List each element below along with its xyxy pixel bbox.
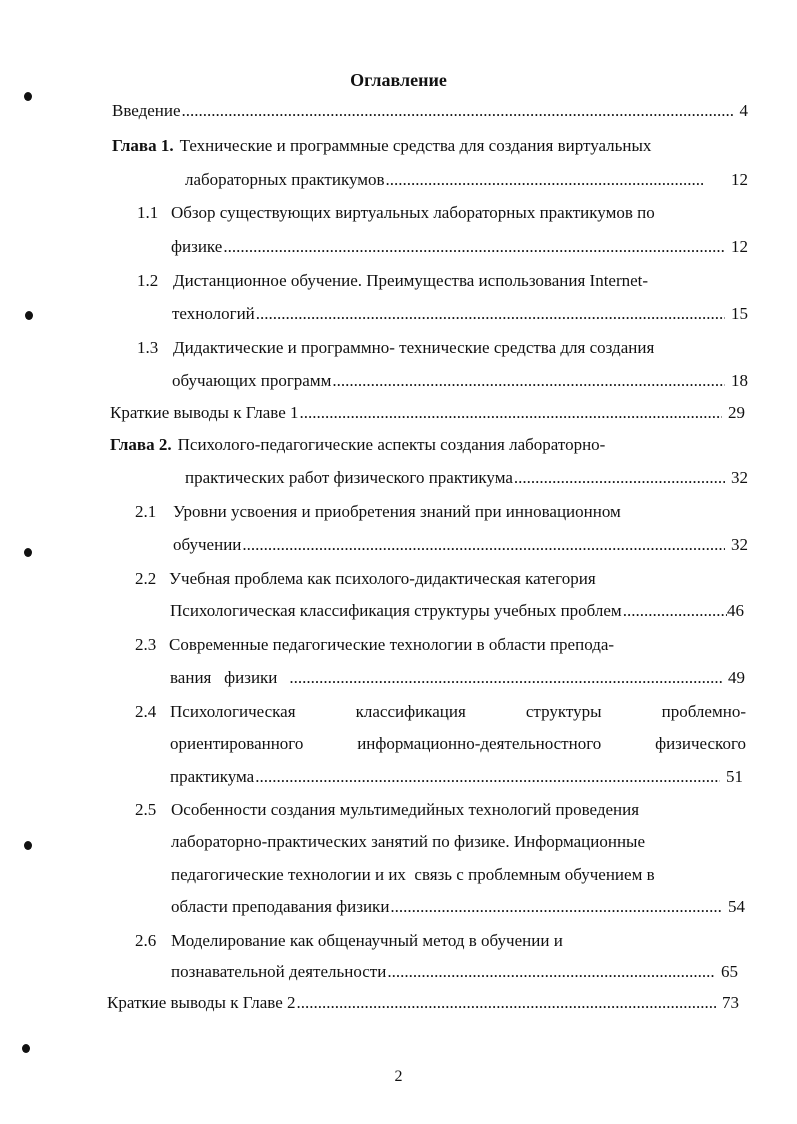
toc-entry-text: педагогические технологии и их связь с проблемным обучением в	[171, 865, 655, 884]
leader-dots	[514, 466, 725, 490]
toc-entry-text: Краткие выводы к Главе 1	[110, 403, 299, 422]
toc-entry-section-2-2-cont[interactable]	[170, 599, 744, 623]
punch-hole-mark	[25, 311, 33, 320]
leader-dots	[387, 960, 715, 984]
section-number: 1.3	[137, 338, 159, 357]
toc-page-number: 29	[728, 403, 745, 422]
toc-entry-section-1-2-cont[interactable]	[172, 302, 748, 326]
section-number: 2.2	[135, 569, 157, 588]
section-number: 2.3	[135, 635, 157, 654]
toc-entry-text: лабораторно-практических занятий по физике. Информационные	[171, 832, 646, 851]
section-number: 2.5	[135, 800, 157, 819]
leader-dots	[223, 235, 725, 259]
toc-entry-introduction[interactable]	[112, 99, 748, 123]
chapter-number: Глава 1.	[112, 136, 174, 155]
toc-entry-text: Дидактические и программно- технические средства для создания	[173, 338, 655, 357]
toc-entry-section-2-4[interactable]	[170, 700, 746, 724]
toc-page-number: 73	[722, 993, 739, 1012]
leader-dots	[386, 168, 703, 192]
toc-entry-text: Учебная проблема как психолого-дидактическая категория	[169, 569, 596, 588]
toc-entry-section-2-4-cont[interactable]	[170, 765, 743, 789]
toc-entry-chapter-1-cont[interactable]	[185, 168, 748, 192]
toc-entry-section-2-1-cont[interactable]	[173, 533, 748, 557]
toc-page-number: 15	[731, 304, 748, 323]
toc-page-number: 32	[731, 468, 748, 487]
toc-entry-section-2-4-number[interactable]	[135, 700, 169, 724]
toc-entry-text: Дистанционное обучение. Преимущества использования Internet-	[173, 271, 649, 290]
page-number: 2	[394, 1068, 403, 1085]
toc-page-number: 51	[726, 767, 743, 786]
toc-entry-word: структуры	[525, 702, 602, 721]
leader-dots	[390, 895, 722, 919]
toc-entry-text: вания физики	[170, 668, 278, 687]
toc-entry-text: области преподавания физики	[171, 897, 390, 916]
toc-entry-text: Обзор существующих виртуальных лабораторных практикумов по	[171, 203, 655, 222]
toc-entry-word: классификация	[355, 702, 466, 721]
toc-page-number: 4	[739, 101, 748, 120]
toc-entry-text: обучающих программ	[172, 371, 332, 390]
leader-dots	[242, 533, 725, 557]
section-number: 1.1	[137, 203, 159, 222]
toc-entry-text: Современные педагогические технологии в области препода-	[169, 635, 615, 654]
toc-entry-text: познавательной деятельности	[171, 962, 387, 981]
section-number: 2.6	[135, 931, 157, 950]
toc-entry-summary-1[interactable]	[110, 401, 745, 425]
toc-entry-section-1-3-cont[interactable]	[172, 369, 748, 393]
toc-page-number: 65	[721, 962, 738, 981]
toc-entry-text: Психолого-педагогические аспекты создания лабораторно-	[177, 435, 606, 454]
section-number: 2.4	[135, 702, 157, 721]
toc-entry-text: Моделирование как общенаучный метод в обучении и	[171, 931, 563, 950]
leader-dots	[289, 666, 722, 690]
toc-entry-summary-2[interactable]	[107, 991, 739, 1015]
toc-entry-text: Уровни усвоения и приобретения знаний при инновационном	[173, 502, 621, 521]
toc-entry-section-2-5-line2[interactable]	[171, 830, 751, 854]
toc-entry-word: ориентированного	[170, 734, 304, 753]
toc-entry-word: физического	[655, 734, 746, 753]
toc-entry-section-1-1[interactable]	[137, 201, 757, 225]
toc-entry-section-2-4-line2[interactable]	[170, 732, 746, 756]
leader-dots	[255, 765, 720, 789]
punch-hole-mark	[24, 92, 32, 101]
toc-entry-word: проблемно-	[661, 702, 746, 721]
leader-dots	[623, 599, 727, 623]
toc-entry-text: Введение	[112, 101, 181, 120]
toc-entry-text: практикума	[170, 767, 255, 786]
toc-entry-text: Краткие выводы к Главе 2	[107, 993, 296, 1012]
toc-entry-chapter-1[interactable]	[112, 134, 752, 158]
toc-entry-section-2-3-cont[interactable]	[170, 666, 745, 690]
toc-entry-text: Психологическая классификация структуры учебных проблем	[170, 601, 622, 620]
toc-entry-text: лабораторных практикумов	[185, 170, 385, 189]
toc-entry-text: Особенности создания мультимедийных технологий проведения	[171, 800, 640, 819]
toc-page-number: 18	[731, 371, 748, 390]
toc-entry-section-2-2[interactable]	[135, 567, 755, 591]
toc-entry-chapter-2[interactable]	[110, 433, 750, 457]
toc-page-number: 12	[731, 170, 748, 189]
toc-entry-chapter-2-cont[interactable]	[185, 466, 748, 490]
toc-entry-word: информационно-деятельностного	[357, 734, 602, 753]
punch-hole-mark	[22, 1044, 30, 1053]
toc-page-number: 46	[727, 601, 744, 620]
toc-title: Оглавление	[350, 70, 447, 90]
leader-dots	[256, 302, 725, 326]
section-number: 1.2	[137, 271, 159, 290]
leader-dots	[300, 401, 722, 425]
leader-dots	[182, 99, 734, 123]
toc-page-number: 54	[728, 897, 745, 916]
toc-entry-section-1-1-cont[interactable]	[171, 235, 748, 259]
toc-entry-section-2-6[interactable]	[135, 929, 755, 953]
leader-dots	[332, 369, 725, 393]
toc-page-number: 12	[731, 237, 748, 256]
toc-entry-text: технологий	[172, 304, 255, 323]
toc-entry-section-1-3[interactable]	[137, 336, 757, 360]
toc-entry-text: обучении	[173, 535, 242, 554]
toc-entry-section-2-3[interactable]	[135, 633, 755, 657]
toc-page-number: 32	[731, 535, 748, 554]
toc-entry-section-2-5[interactable]	[135, 798, 755, 822]
toc-entry-word: Психологическая	[170, 702, 296, 721]
toc-entry-section-2-5-cont[interactable]	[171, 895, 745, 919]
toc-entry-text: Технические и программные средства для создания виртуальных	[179, 136, 652, 155]
toc-page-number: 49	[728, 668, 745, 687]
toc-entry-section-1-2[interactable]	[137, 269, 757, 293]
section-number: 2.1	[135, 502, 157, 521]
toc-entry-text: физике	[171, 237, 223, 256]
toc-entry-section-2-5-line3[interactable]	[171, 863, 751, 887]
punch-hole-mark	[24, 841, 32, 850]
toc-entry-section-2-6-cont[interactable]	[171, 960, 738, 984]
punch-hole-mark	[24, 548, 32, 557]
toc-entry-section-2-1[interactable]	[135, 500, 755, 524]
chapter-number: Глава 2.	[110, 435, 172, 454]
leader-dots	[297, 991, 716, 1015]
toc-entry-text: практических работ физического практикума	[185, 468, 513, 487]
